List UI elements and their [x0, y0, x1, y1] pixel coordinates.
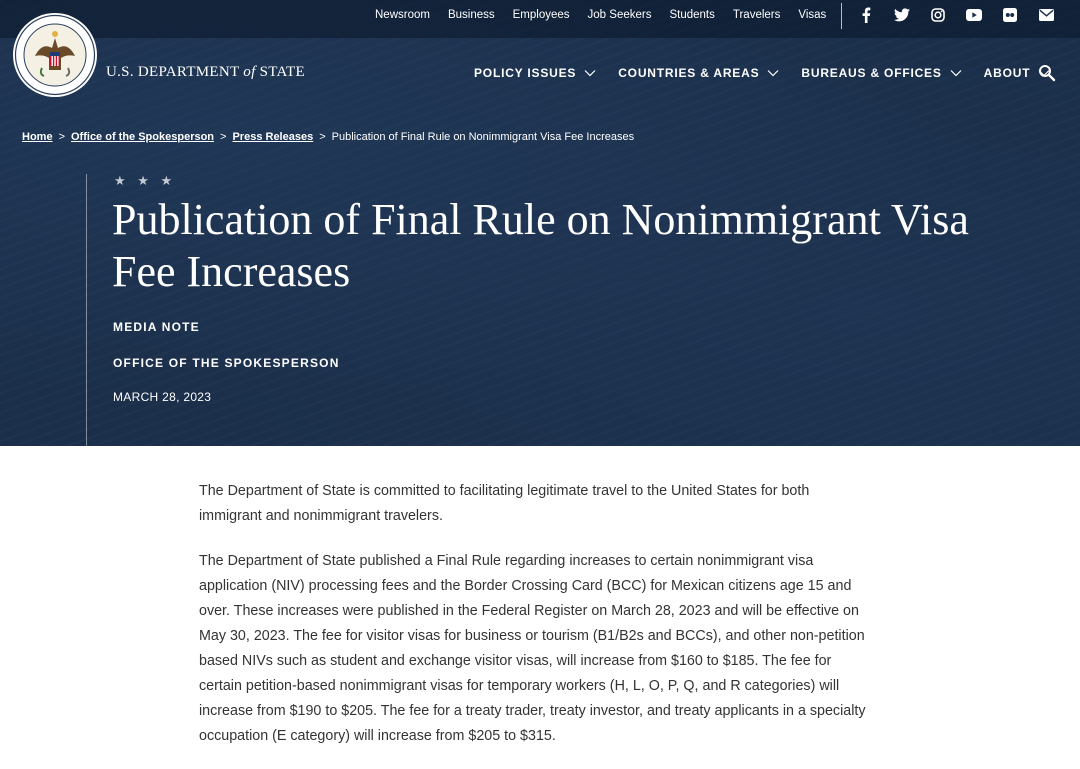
- nav-label: COUNTRIES & AREAS: [618, 66, 760, 80]
- nav-policy-issues[interactable]: [474, 66, 596, 80]
- utility-link-travelers[interactable]: Travelers: [732, 9, 781, 21]
- article-office: OFFICE OF THE SPOKESPERSON: [113, 356, 340, 370]
- utility-link-visas[interactable]: Visas: [798, 9, 827, 21]
- chevron-down-icon: [767, 69, 779, 77]
- chevron-down-icon: [950, 69, 962, 77]
- utility-nav: [366, 0, 835, 30]
- article-body: [199, 479, 871, 769]
- nav-bureaus-offices[interactable]: [801, 66, 961, 80]
- instagram-icon[interactable]: [928, 5, 948, 25]
- wordmark-post: STATE: [259, 64, 305, 80]
- page-title: Publication of Final Rule on Nonimmigrant Visa Fee Increases: [112, 195, 969, 296]
- search-button[interactable]: [1038, 64, 1056, 82]
- breadcrumb-current: Publication of Final Rule on Nonimmigrant Visa Fee Increases: [331, 131, 635, 143]
- twitter-icon[interactable]: [892, 5, 912, 25]
- department-seal-logo[interactable]: [12, 12, 98, 98]
- breadcrumb-home[interactable]: Home: [22, 131, 53, 143]
- breadcrumb-separator: >: [58, 131, 65, 143]
- flickr-icon[interactable]: [1000, 5, 1020, 25]
- breadcrumb-press-releases[interactable]: Press Releases: [232, 131, 314, 143]
- utility-link-students[interactable]: Students: [669, 9, 715, 21]
- social-links: [856, 5, 1072, 25]
- nav-countries-areas[interactable]: [618, 66, 779, 80]
- wordmark-pre: U.S. DEPARTMENT: [106, 64, 240, 80]
- search-icon: [1038, 64, 1056, 82]
- main-nav: [474, 66, 1072, 80]
- email-icon[interactable]: [1036, 5, 1056, 25]
- youtube-icon[interactable]: [964, 5, 984, 25]
- breadcrumb-separator: >: [220, 131, 227, 143]
- utility-link-job-seekers[interactable]: Job Seekers: [587, 9, 652, 21]
- article-date: MARCH 28, 2023: [113, 390, 212, 404]
- article-type: MEDIA NOTE: [113, 320, 200, 334]
- facebook-icon[interactable]: [856, 5, 876, 25]
- breadcrumb: [22, 131, 634, 143]
- nav-label: BUREAUS & OFFICES: [801, 66, 942, 80]
- breadcrumb-office-of-the-spokesperson[interactable]: Office of the Spokesperson: [71, 131, 215, 143]
- utility-link-employees[interactable]: Employees: [512, 9, 570, 21]
- article-paragraph: The Department of State is committed to facilitating legitimate travel to the United States for both immigrant and nonimmigrant travelers.: [199, 483, 810, 524]
- site-wordmark[interactable]: [106, 64, 305, 81]
- hero-vertical-rule: [86, 174, 87, 446]
- nav-label: ABOUT: [983, 66, 1031, 80]
- article-paragraph: The Department of State published a Final Rule regarding increases to certain nonimmigrant visa application (NIV) processing fees and the Border Crossing Card (BCC) for Mexican citizens age 15 and over. These increases were published in the Federal Register on March 28, 2023 and will be effective on May 30, 2023. The fee for visitor visas for business or tourism (B1/B2s and BCCs), and other non-petition based NIVs such as student and exchange visitor visas, will increase from $160 to $185. The fee for certain petition-based nonimmigrant visas for temporary workers (H, L, O, P, Q, and R categories) will increase from $190 to $205. The fee for a treaty trader, treaty investor, and treaty applicants in a specialty occupation (E category) will increase from $205 to $315.: [199, 553, 866, 744]
- nav-label: POLICY ISSUES: [474, 66, 577, 80]
- social-divider: [841, 3, 842, 29]
- utility-link-newsroom[interactable]: Newsroom: [375, 9, 430, 21]
- utility-link-business[interactable]: Business: [447, 9, 495, 21]
- chevron-down-icon: [584, 69, 596, 77]
- wordmark-of: of: [243, 64, 256, 80]
- stars-ornament: ★ ★ ★: [114, 173, 177, 188]
- breadcrumb-separator: >: [319, 131, 326, 143]
